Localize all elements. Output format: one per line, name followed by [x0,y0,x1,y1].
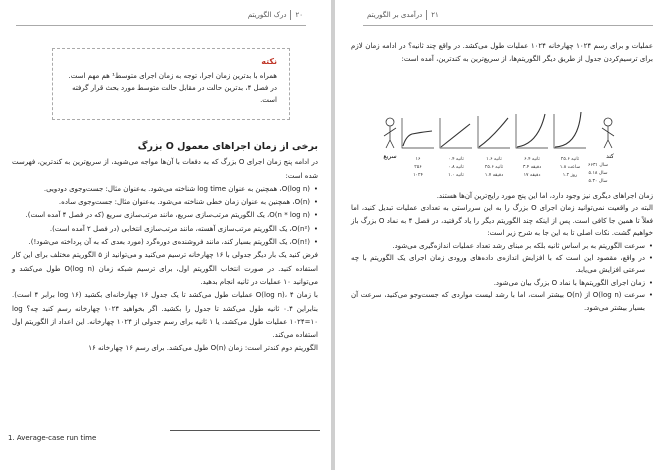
figure-cell: ۵.۱۸ سال [588,171,608,176]
runtime-growth-figure [382,108,618,190]
summary-list [351,240,653,314]
graph-linear [440,118,472,148]
paragraph: با زمان O(log n)، ۴ عملیات طول می‌کشد تا یک جدول ۱۶ چهارخانه‌ای بکشید (log ۱۶ برابر ۴ است). بنابراین ۰.۴ ثانیه طول می‌کشد تا جدول را بکشید. اگر بخواهید ۱۰۲۴ چهارخانه رسم کنید چه؟ log ۱۰۲۴=۱۰ عملیات طول می‌کشد، یا ۱ ثانیه برای رسم جدولی از ۱۰۲۴ چهارخانه. این اعداد از الگوریتم اول استفاده می‌کند. [12,291,319,340]
list-item: • زمان اجرای الگوریتم‌ها با نماد O بزرگ بیان می‌شود. [351,277,653,289]
left-page-body [12,140,318,356]
paragraph: زمان اجراهای دیگری نیز وجود دارد، اما این پنج مورد رایج‌ترین آن‌ها هستند. [436,192,653,200]
figure-cell: ۱.۰ ثانیه [448,173,464,178]
list-item: • O(n²)، یک الگوریتم مرتب‌سازی آهسته، مانند مرتب‌سازی انتخابی (در فصل ۲ آمده است). [12,223,318,236]
list-item: • سرعت الگوریتم به بر اساس ثانیه بلکه بر مبنای رشد تعداد عملیات اندازه‌گیری می‌شود. [351,240,653,252]
list-item: • O(n!)، یک الگوریتم بسیار کند، مانند فروشنده‌ی دوره‌گرد (مورد بعدی که به آن پرداخته می‌شود!). [12,236,318,249]
list-item: • O(n * log n)، یک الگوریتم مرتب‌سازی سریع، مانند مرتب‌سازی سریع (که در فصل ۴ آمده است). [12,209,318,222]
figure-cell: ۱.۸ ساعت [559,165,581,170]
slow-label: کند [606,153,614,160]
figure-cell: ۶.۴ ثانیه [524,157,540,162]
figure-cell: ۱۷ دقیقه [523,173,541,178]
header-rule [363,25,653,26]
graph-nlogn [478,116,510,148]
header-separator [426,10,427,20]
note-title: نکته [261,57,277,66]
right-page-header [367,10,439,20]
header-separator [290,10,291,20]
figure-cell: ۲۵.۶ ثانیه [560,157,580,162]
right-header-title: درآمدی بر الگوریتم [367,11,423,19]
top-paragraph: عملیات و برای رسم ۱۰۲۴ چهارخانه ۱۰۲۴ عملیات طول می‌کشد. در واقع چند ثانیه؟ در ادامه زمان لازم برای ترسیم‌کردن جدول از طریق دیگر الگوریتم‌ها، از سریع‌ترین به کندترین، آمده است: [351,42,654,63]
paragraph: البته در واقعیت نمی‌توانید زمان اجرای O بزرگ را به این سرراستی به تعدادی عملیات تبدیل کنید، اما فعلاً تا همین جا کافی است. پس از اینکه چند الگوریتم دیگر را یاد گرفتید، در فصل ۴ به نماد O بزرگ باز خواهیم گشت. نکات اصلی تا به این جا به شرح زیر است: [351,204,653,238]
list-item: • O(n)، همچنین به عنوان زمان خطی شناخته می‌شود. به‌عنوان مثال: جست‌وجوی ساده. [12,196,318,209]
figure-cell: ۲۵.۶ ثانیه [484,165,504,170]
right-page-body [351,190,653,314]
figure-cell: ۲۵۶ [414,165,422,170]
left-header-title: درک الگوریتم [247,11,287,19]
slow-figure-icon [602,118,614,148]
fast-figure-icon [384,118,396,148]
intro-paragraph: در ادامه پنج زمان اجرای O بزرگ که به دفعات با آن‌ها مواجه می‌شوید، از سریع‌ترین به کندترین، فهرست شده است: [12,158,318,180]
note-box [52,48,290,120]
figure-cell: ۵.۳۰ سال [588,179,608,184]
header-rule [16,25,306,26]
graph-log [402,118,434,148]
graph-factorial [554,112,586,148]
paragraph: فرض کنید یک بار دیگر جدولی با ۱۶ چهارخانه ترسیم می‌کنید و می‌توانید از ۵ الگوریتم مختلف برای این کار استفاده کنید. در صورت انتخاب الگوریتم اول، برای ترسیم شبکه زمان O(log n) طول می‌کشد و می‌توانید ۱۰ عملیات در ثانیه انجام بدهید. [12,251,318,286]
right-page [335,0,667,470]
list-item: • O(log n)، همچنین به عنوان log time شناخته می‌شود. به‌عنوان مثال: جست‌وجوی دودویی. [12,183,318,196]
figure-cell: ۰.۴ ثانیه [448,157,464,162]
figure-cell: ۰.۸ ثانیه [448,165,464,170]
footnote-rule [170,430,320,431]
fast-label: سریع [383,153,397,160]
left-page-number: ۲۰ [295,11,303,19]
section-title: برخی از زمان اجراهای معمول O بزرگ [137,141,318,152]
figure-cell: ۱.۶ ثانیه [486,157,502,162]
paragraph: الگوریتم دوم کندتر است: زمان O(n) طول می‌کشد. برای رسم ۱۶ چهارخانه ۱۶ [88,344,318,353]
right-page-number: ۲۱ [431,11,439,19]
left-page [0,0,331,470]
figure-cell: ۱۰۲۴ [413,173,423,178]
figure-cell: ۱.۷ دقیقه [484,173,504,178]
footnote: 1. Average-case run time [8,434,97,442]
figure-cell: ۱۶ [415,157,421,162]
figure-cell: ۱.۲ روز [562,173,578,178]
note-body: همراه با بدترین زمان اجرا، توجه به زمان اجرای متوسط¹ هم مهم است. در فصل ۴، بدترین حالت در مقابل حالت متوسط مورد بحث قرار گرفته است. [68,72,277,104]
graph-quadratic [516,114,548,148]
runtime-list [12,183,318,249]
figure-cell: ۶۶۳۱ سال [588,163,608,168]
list-item: • سرعت O(log n) از O(n) بیشتر است، اما با رشد لیست مواردی که جست‌وجو می‌کنید، سرعت آن بسیار بیشتر می‌شود. [351,289,653,314]
list-item: • در واقع، مقصود این است که با افزایش اندازه‌ی داده‌های ورودی زمان اجرای یک الگوریتم با چه سرعتی افزایش می‌یابد. [351,252,653,277]
figure-cell: ۳.۴ دقیقه [522,165,542,170]
left-page-header [248,10,303,20]
